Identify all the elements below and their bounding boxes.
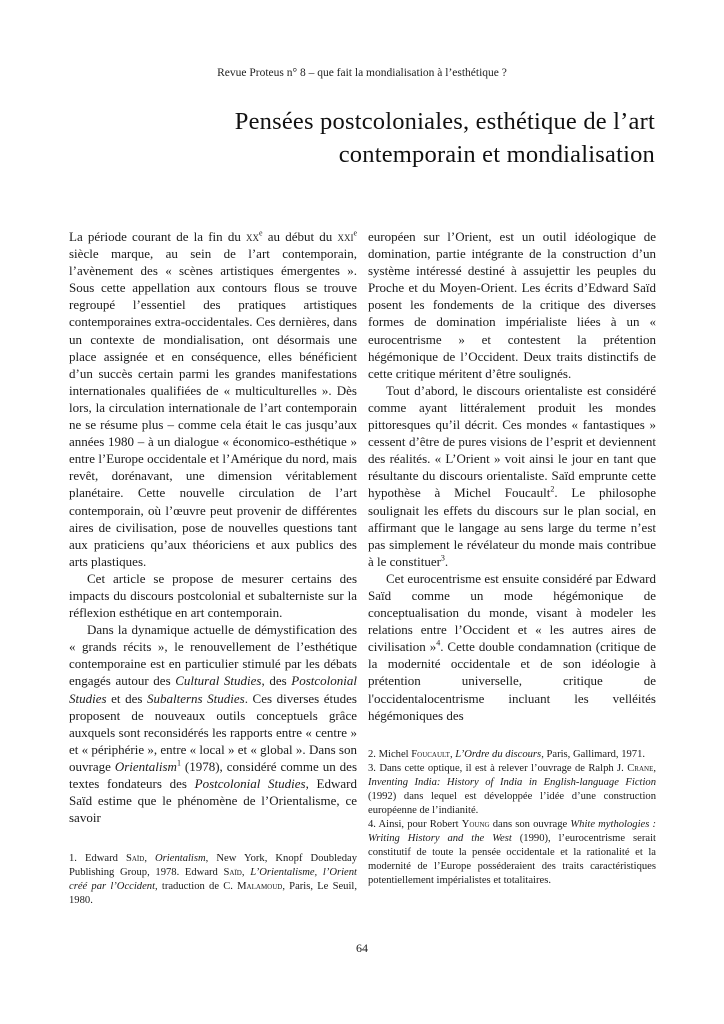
paragraph: Cet article se propose de mesurer certains des impacts du discours postcolonial et subalterniste sur la réflexion esthétique en art contemporain. (69, 570, 357, 621)
paragraph: La période courant de la fin du $xx^e$ au début du xxi$^e$ siècle marque, au sein de l’art contemporain, l’avènement des « scènes artistiques émergentes ». Sous cette appellation aux contours flous se trouve regroupé l’essentiel des pratiques artistiques contemporaines extra-occidentales. Ces dernières, dans un contexte de mondialisation, ont désormais une place assignée et en conséquence, elles bénéficient d’un succès certain parmi les grandes manifestations internationales qualifiées de « multiculturelles ». Dès lors, la circulation internationale de l’art contemporain ne se résume plus – comme cela était le cas jusqu’aux années 1980 – à un dialogue « économico-esthétique » entre l’Europe occidentale et l’Amérique du nord, mais revêt, dorénavant, une dimension véritablement planétaire. Cette nouvelle circulation de l’art contemporain, où l’œuvre peut provenir de différentes aires de civilisation, pose de nouvelles questions tant aux praticiens qu’aux théoriciens et aux publics des arts plastiques. (69, 228, 358, 569)
right-column (368, 228, 656, 724)
title-line-2: contemporain et mondialisation (338, 141, 655, 168)
footnote: 4. Ainsi, pour Robert Young dans son ouvrage White mythologies : Writing History and the West (1990), l’eurocentrisme serait constitutif de toute la pensée occidentale et la rationalité et la modernité de l’Europe posséderaient des traits caractéristiques potentiellement impérialistes et totalitaires. (368, 819, 657, 886)
running-head: Revue Proteus n° 8 – que fait la mondialisation à l’esthétique ? (217, 67, 507, 79)
footnote-ref: 4 (436, 638, 441, 648)
page-number: 64 (356, 941, 368, 955)
footnote-ref: 2 (550, 485, 555, 495)
paragraph: européen sur l’Orient, est un outil idéologique de domination, partie intégrante de la construction d’un système intéressé destiné à assujettir les peuples du Proche et du Moyen-Orient. Les écrits d’Edward Saïd posent les fondements de la critique des diverses formes de domination impérialiste liées à un « eurocentrisme » et contestent la prétention hégémonique de l’Occident. Deux traits distinctifs de cette critique méritent d’être soulignés. (368, 229, 656, 381)
paragraph: Cet eurocentrisme est ensuite considéré par Edward Saïd comme un mode hégémonique de conceptualisation du monde, visant à modeler les relations entre l’Occident et « les autres aires de civilisation »$^4$. Cette double condamnation (critique de la modernité occidentale et de son idéologie à prétention universelle, critique de l'occidentalocentrisme incluant les velléités hégémoniques des (368, 570, 657, 723)
article-title (100, 105, 655, 171)
footnote: 3. Dans cette optique, il est à relever l’ouvrage de Ralph J. Crane, Inventing India: History of India in English-language Fiction (1992) dans lequel est développée l’idée d’une construction européenne de l’indianité. (368, 763, 656, 816)
footnote: 1. Edward Saïd, Orientalism, New York, Knopf Doubleday Publishing Group, 1978. Edward Saïd, L’Orientalisme, l’Orient créé par l’Occident, traduction de C. Malamoud, Paris, Le Seuil, 1980. (69, 853, 358, 906)
paragraph: Dans la dynamique actuelle de démystification des « grands récits », le renouvellement de l’esthétique contemporaine est en particulier stimulé par les débats engagés autour des Cultural Studies, des Postcolonial Studies et des Subalterns Studies. Ces diverses études proposent de nouveaux outils conceptuels grâce auxquels sont reconsidérés les rapports entre « centre » et « périphérie », entre « local » et « global ». Dans son ouvrage Orientalism$^1$ (1978), considéré comme un des textes fondateurs des Postcolonial Studies, Edward Saïd estime que le phénomène de l’Orientalisme, ce savoir (69, 622, 358, 826)
paragraph: Tout d’abord, le discours orientaliste est considéré comme ayant littéralement produit les mondes pittoresques qu’il décrit. Ces mondes « fantastiques » cessent d’être de pures visions de l’esprit et deviennent des réalités. « L’Orient » voit ainsi le jour en tant que résultante du discours orientaliste. Saïd emprunte cette hypothèse à Michel Foucault$^2$. Le philosophe soulignait les effets du discours sur le plan social, en affirmant que le langage au sens large du terme n’est pas simplement le révélateur du monde mais contribue à le constituer$^3$. (368, 382, 656, 569)
footnote-ref: 1 (176, 758, 181, 768)
title-line-1: Pensées postcoloniales, esthétique de l’art (234, 108, 655, 135)
footnotes-left (69, 852, 357, 908)
footnote-ref: 3 (440, 553, 445, 563)
footnote: 2. Michel Foucault, L’Ordre du discours, Paris, Gallimard, 1971. (368, 749, 646, 760)
footnotes-right (368, 748, 656, 888)
left-column (69, 228, 357, 826)
